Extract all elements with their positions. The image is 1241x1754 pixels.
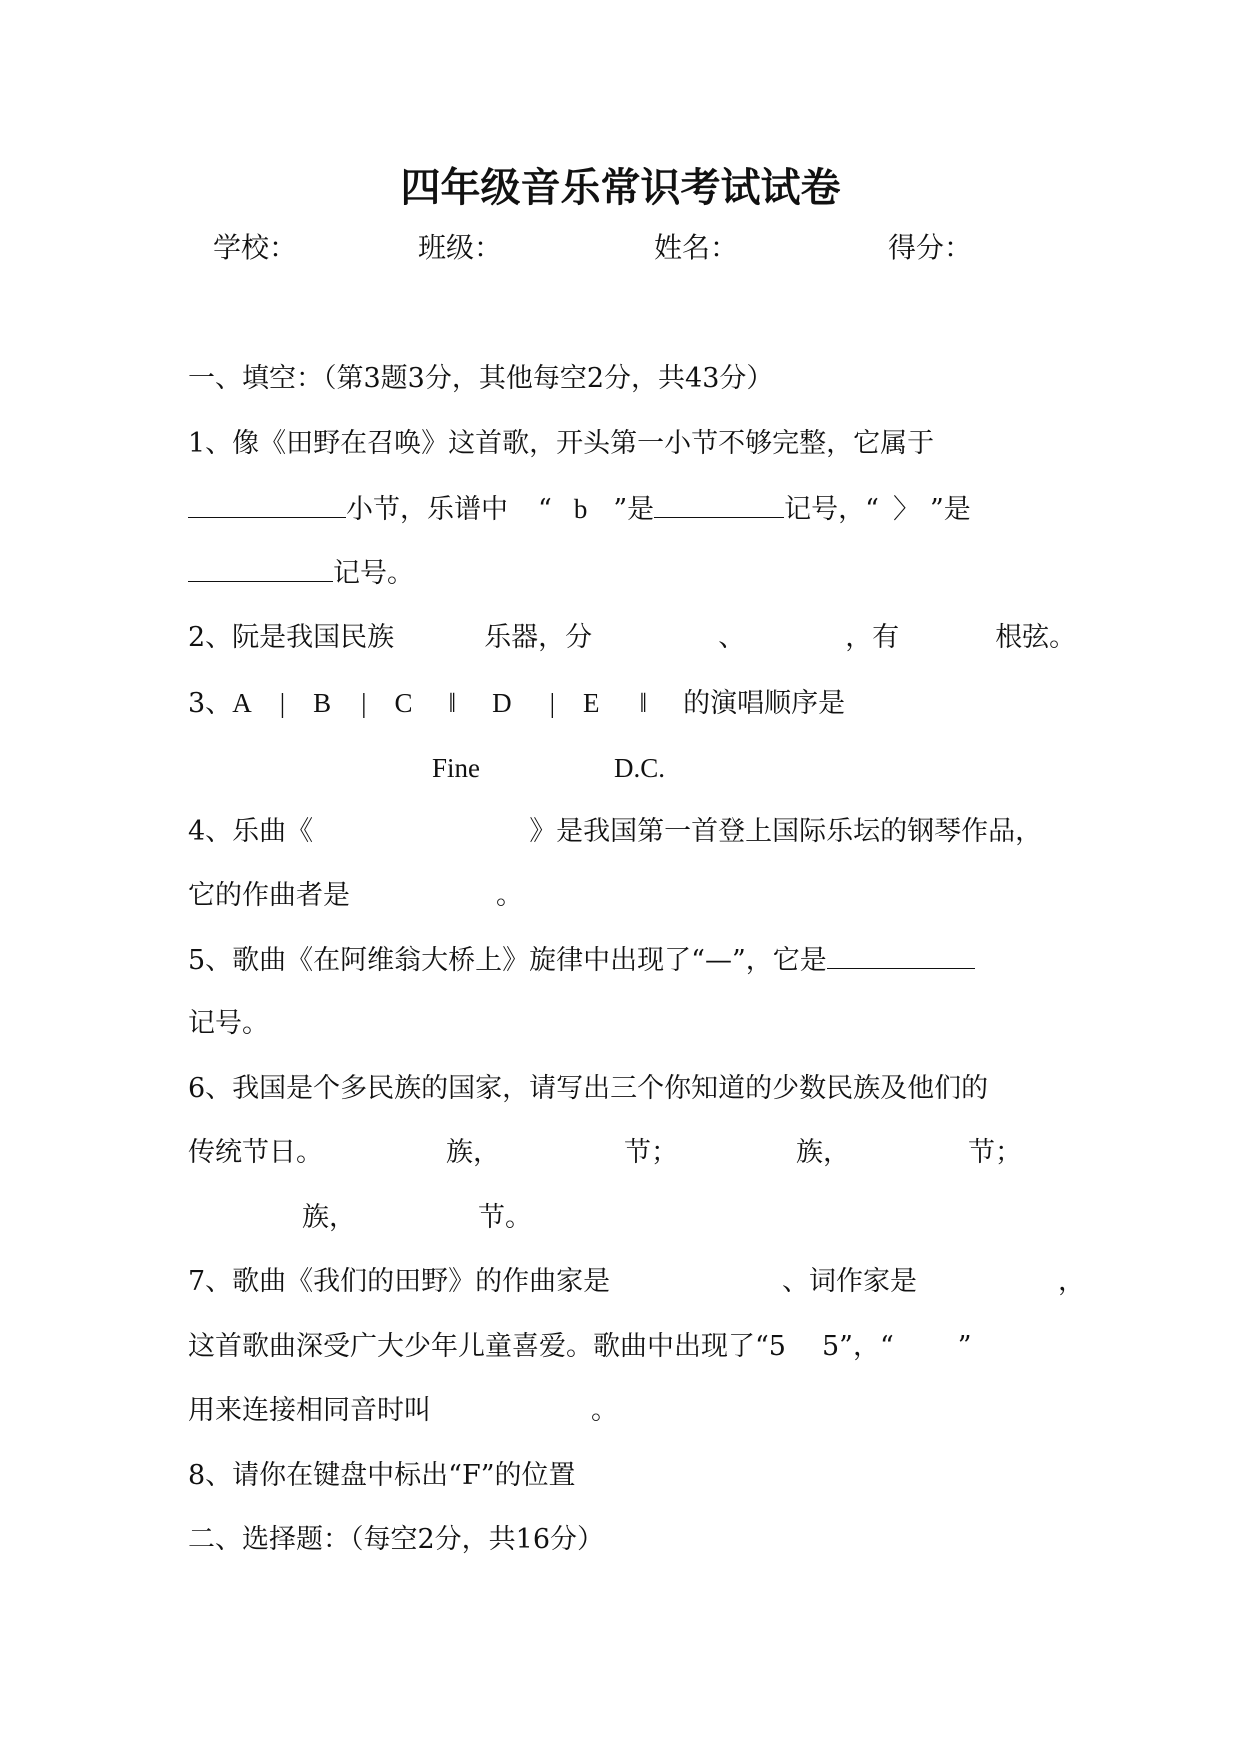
q2-text-c: 、 [718, 622, 746, 653]
q3-section-d: D [492, 688, 512, 718]
q4-text-d: 。 [496, 880, 523, 911]
q1-text-i: 记号。 [333, 558, 414, 589]
q7-line3 [188, 1391, 618, 1431]
flat-symbol: b [573, 494, 588, 524]
q1-line2 [188, 489, 971, 530]
q7-text-c: ， [1058, 1266, 1085, 1297]
double-barline-icon: ‖ [448, 688, 457, 718]
q7-text-b: 、词作家是 [782, 1266, 917, 1297]
q3-tail: 的演唱顺序是 [683, 688, 846, 719]
q7-text-f: ” [957, 1331, 972, 1362]
q1-text-f: 记号，“ [784, 494, 879, 525]
q1-line1: 1、像《田野在召唤》这首歌，开头第一小节不够完整，它属于 [188, 428, 935, 459]
q4-text-c: 它的作曲者是 [188, 880, 350, 911]
barline-icon: | [279, 688, 286, 718]
q2-text-e: 根弦。 [995, 622, 1077, 653]
q5-line2: 记号。 [188, 1008, 269, 1039]
barline-icon: | [549, 688, 556, 718]
q8-line: 8、请你在键盘中标出“F”的位置 [188, 1460, 576, 1491]
q6-zu2: 族， [796, 1137, 850, 1168]
q3-section-b: B [313, 688, 332, 718]
q1-text-b: 小节，乐谱中 [346, 494, 508, 525]
q6-line1: 6、我国是个多民族的国家，请写出三个你知道的少数民族及他们的 [188, 1073, 989, 1104]
q4-line2 [188, 876, 523, 916]
q2-line [188, 618, 1076, 658]
name-label: 姓名： [654, 231, 739, 264]
answer-blank[interactable] [654, 489, 784, 518]
score-label: 得分： [888, 231, 973, 264]
q6-zu1: 族， [446, 1137, 500, 1168]
q3-line [188, 683, 845, 724]
q6-zu3: 族， [302, 1202, 356, 1233]
accent-symbol: 〉 [892, 494, 920, 525]
q3-number: 3、 [188, 688, 233, 719]
barline-icon: | [361, 688, 367, 718]
q5-text-a: 5、歌曲《在阿维翁大桥上》旋律中出现了“—”，它是 [188, 945, 827, 976]
q7-text-d: 这首歌曲深受广大少年儿童喜爱。歌曲中出现了“5 [188, 1331, 786, 1362]
q1-line3 [188, 553, 414, 594]
q7-text-g: 用来连接相同音时叫 [188, 1395, 431, 1426]
section1-heading: 一、填空：（第3题3分，其他每空2分，共43分） [188, 363, 774, 394]
q7-text-a: 7、歌曲《我们的田野》的作曲家是 [188, 1266, 611, 1297]
q2-text-b: 乐器，分 [484, 622, 593, 653]
q3-section-e: E [583, 688, 600, 718]
answer-blank[interactable] [827, 940, 975, 969]
section2-heading: 二、选择题：（每空2分，共16分） [188, 1524, 605, 1555]
q7-text-e: 5”，“ [821, 1331, 894, 1362]
q4-text-a: 4、乐曲《 [188, 816, 314, 847]
q6-jie1: 节； [624, 1137, 678, 1168]
q3-section-c: C [394, 688, 413, 718]
answer-blank[interactable] [188, 489, 346, 518]
q3-section-a: A [232, 688, 252, 718]
q4-line1 [188, 812, 1042, 852]
page-title: 四年级音乐常识考试试卷 [400, 164, 841, 211]
answer-blank[interactable] [188, 553, 333, 582]
double-barline-icon: ‖ [639, 688, 648, 718]
dc-mark: D.C. [614, 753, 666, 783]
class-label: 班级： [418, 231, 503, 264]
q6-text-b: 传统节日。 [188, 1137, 323, 1168]
q2-text-d: ，有 [845, 622, 900, 653]
q1-quote-open: “ [538, 494, 552, 525]
q2-text-a: 2、阮是我国民族 [188, 622, 395, 653]
q7-text-h: 。 [591, 1395, 618, 1426]
q4-text-b: 》是我国第一首登上国际乐坛的钢琴作品， [529, 816, 1043, 847]
school-label: 学校： [213, 231, 298, 264]
q1-text-h: ”是 [929, 494, 971, 525]
q5-line1 [188, 940, 975, 981]
fine-mark: Fine [432, 753, 481, 783]
q6-jie3: 节。 [478, 1202, 532, 1233]
q1-text-e: ”是 [613, 494, 655, 525]
q7-line2 [188, 1327, 972, 1367]
q6-jie2: 节； [968, 1137, 1022, 1168]
